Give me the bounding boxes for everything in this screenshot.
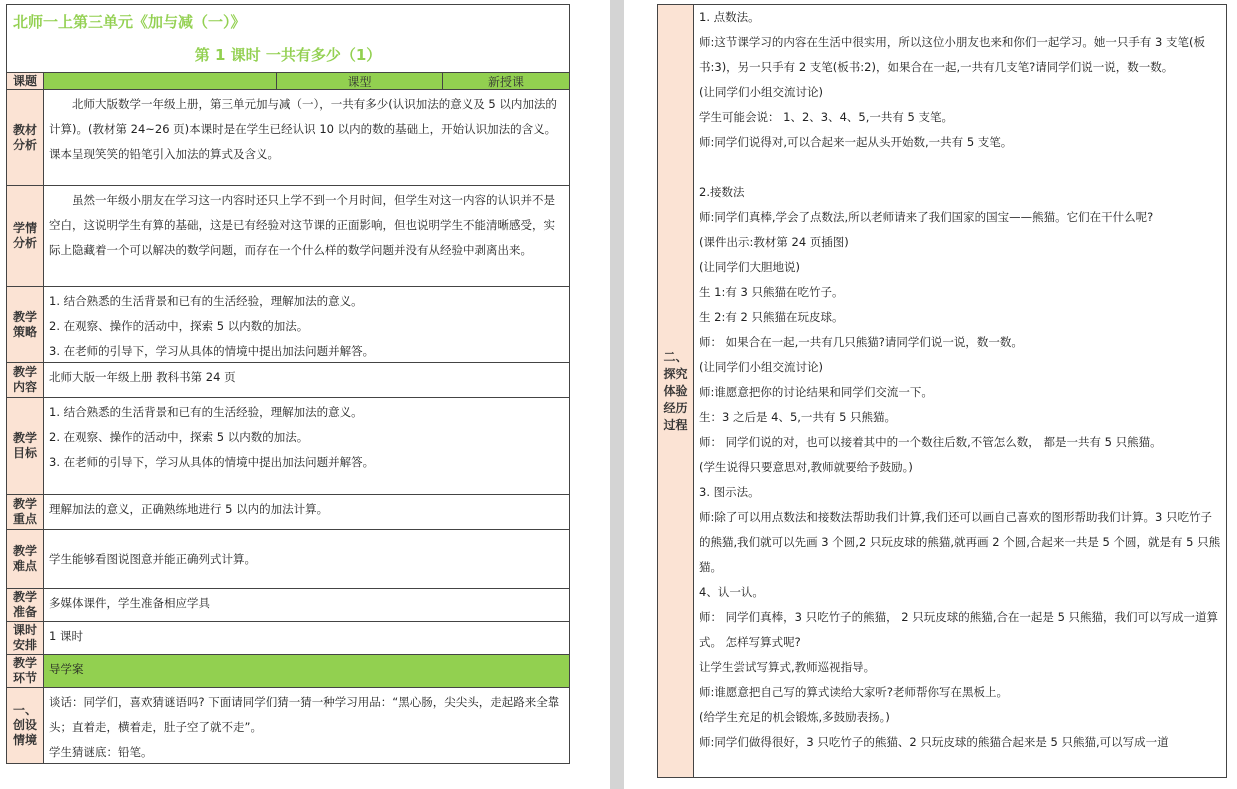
- row-label: 教学策略: [7, 287, 44, 362]
- content-line: 生 1:有 3 只熊猫在吃竹子。: [699, 285, 844, 299]
- row-content: 理解加法的意义，正确熟练地进行 5 以内的加法计算。: [49, 502, 329, 516]
- content-line: 2.接数法: [699, 185, 745, 199]
- content-line: (课件出示:教材第 24 页插图): [699, 235, 849, 249]
- content-line: 1. 点数法。: [699, 10, 760, 24]
- row-material-analysis: [7, 90, 569, 186]
- lesson-title: 第 1 课时 一共有多少（1）: [194, 46, 382, 64]
- row-label: 教学难点: [7, 530, 44, 588]
- row-key-points: [7, 495, 569, 530]
- row-preparation: [7, 589, 569, 622]
- title-block: [7, 5, 569, 73]
- content-line: 师： 如果合在一起,一共有几只熊猫?请同学们说一说，数一数。: [699, 335, 1023, 349]
- content-line: 生 2:有 2 只熊猫在玩皮球。: [699, 310, 844, 324]
- row-label: 教学重点: [7, 495, 44, 529]
- content-line: 师:同学们做得很好，3 只吃竹子的熊猫、2 只玩皮球的熊猫合起来是 5 只熊猫,可以写成一道: [699, 735, 1169, 749]
- content-line: (让同学们小组交流讨论): [699, 360, 823, 374]
- row-content: 1 课时: [49, 629, 83, 643]
- document-page-right: [651, 0, 1237, 789]
- content-line: 1. 结合熟悉的生活背景和已有的生活经验，理解加法的意义。: [49, 294, 363, 308]
- row-label: 教材分析: [7, 90, 44, 185]
- lesson-process-table: [657, 4, 1227, 778]
- row-teaching-strategy: [7, 287, 569, 363]
- content-line: 3. 在老师的引导下，学习从具体的情境中提出加法问题并解答。: [49, 455, 375, 469]
- content-line: 师:这节课学习的内容在生活中很实用，所以这位小朋友也来和你们一起学习。她一只手有 3 支笔(板书:3)，另一只手有 2 支笔(板书:2)，如果合在一起,一共有几支笔?请同学们说一说，数一数。: [699, 35, 1205, 74]
- content-line: 3. 在老师的引导下，学习从具体的情境中提出加法问题并解答。: [49, 344, 375, 358]
- content-line: 师:谁愿意把自己写的算式读给大家听?老师帮你写在黑板上。: [699, 685, 1008, 699]
- content-line: 2. 在观察、操作的活动中，探索 5 以内数的加法。: [49, 319, 309, 333]
- section-content: [694, 5, 1226, 777]
- row-content: 虽然一年级小朋友在学习这一内容时还只上学不到一个月时间，但学生对这一内容的认识并不是空白，这说明学生有算的基础，这是已有经验对这节课的正面影响，但也说明学生不能清晰感受，实际上隐藏着一个可以解决的数学问题，而存在一个什么样的数学问题并没有从经验中剥离出来。: [49, 193, 555, 257]
- content-line: (让同学们小组交流讨论): [699, 85, 823, 99]
- content-line: 师:同学们真棒,学会了点数法,所以老师请来了我们国家的国宝——熊猫。它们在干什么呢?: [699, 210, 1154, 224]
- lesson-plan-table: [6, 4, 570, 764]
- content-line: (学生说得只要意思对,教师就要给予鼓励。): [699, 460, 913, 474]
- content-line: 师:除了可以用点数法和接数法帮助我们计算,我们还可以画自己喜欢的图形帮助我们计算。3 只吃竹子的熊猫,我们就可以先画 3 个圆,2 只玩皮球的熊猫,就再画 2 个圆,合起来一共是 5 个圆，就是有 5 只熊猫。: [699, 510, 1221, 574]
- topic-cell: [44, 73, 276, 89]
- row-content: [44, 688, 569, 763]
- content-line: 师： 同学们说的对，也可以接着其中的一个数往后数,不管怎么数， 都是一共有 5 只熊猫。: [699, 435, 1162, 449]
- row-teaching-goals: [7, 398, 569, 495]
- content-line: 让学生尝试写算式,教师巡视指导。: [699, 660, 876, 674]
- row-content: 学生能够看图说图意并能正确列式计算。: [49, 551, 256, 566]
- row-teaching-steps: [7, 655, 569, 688]
- row-content: 北师大版数学一年级上册，第三单元加与减（一），一共有多少(认识加法的意义及 5 以内加法的计算)。(教材第 24~26 页)本课时是在学生已经认识 10 以内的数的基础上，开始认识加法的含义。课本呈现笑笑的铅笔引入加法的算式及含义。: [49, 97, 557, 161]
- lesson-type-value: 新授课: [442, 73, 569, 89]
- row-content: 导学案: [44, 655, 569, 687]
- unit-title: 北师一上第三单元《加与减（一）》: [13, 13, 246, 31]
- section-label: 二、探究体验经历过程: [658, 5, 694, 777]
- header-row: [7, 73, 569, 90]
- row-label: 教学目标: [7, 398, 44, 494]
- lesson-type-label: 课型: [276, 73, 442, 89]
- blank-line: [699, 155, 1221, 180]
- row-label: 教学准备: [7, 589, 44, 621]
- row-label: 一、创设情境: [7, 688, 44, 763]
- content-line: 谈话：同学们，喜欢猜谜语吗? 下面请同学们猜一猜一种学习用品：“黑心肠，尖尖头，走起路来全靠头；直着走，横着走，肚子空了就不走”。: [49, 695, 560, 734]
- content-line: 学生猜谜底：铅笔。: [49, 745, 153, 759]
- content-line: 师:同学们说得对,可以合起来一起从头开始数,一共有 5 支笔。: [699, 135, 1013, 149]
- row-label: 教学内容: [7, 363, 44, 397]
- row-content: [44, 287, 569, 362]
- row-schedule: [7, 622, 569, 655]
- document-page-left: [0, 0, 574, 789]
- row-content: 多媒体课件，学生准备相应学具: [49, 596, 210, 610]
- content-line: 学生可能会说： 1、2、3、4、5,一共有 5 支笔。: [699, 110, 954, 124]
- content-line: 1. 结合熟悉的生活背景和已有的生活经验，理解加法的意义。: [49, 405, 363, 419]
- content-line: 生：3 之后是 4、5,一共有 5 只熊猫。: [699, 410, 897, 424]
- content-line: 3. 图示法。: [699, 485, 760, 499]
- row-create-situation: [7, 688, 569, 763]
- content-line: 2. 在观察、操作的活动中，探索 5 以内数的加法。: [49, 430, 309, 444]
- row-teaching-content: [7, 363, 569, 398]
- content-line: 4、认一认。: [699, 585, 764, 599]
- row-difficulties: [7, 530, 569, 589]
- content-line: 师： 同学们真棒，3 只吃竹子的熊猫， 2 只玩皮球的熊猫,合在一起是 5 只熊猫，我们可以写成一道算式。 怎样写算式呢?: [699, 610, 1219, 649]
- row-label: 学情分析: [7, 186, 44, 286]
- content-line: 师:谁愿意把你的讨论结果和同学们交流一下。: [699, 385, 933, 399]
- row-student-analysis: [7, 186, 569, 287]
- header-label: 课题: [7, 73, 44, 89]
- row-content: [44, 398, 569, 494]
- page-gutter: [610, 0, 624, 789]
- content-line: (让同学们大胆地说): [699, 260, 800, 274]
- row-label: 教学环节: [7, 655, 44, 687]
- row-content: 北师大版一年级上册 教科书第 24 页: [49, 370, 236, 384]
- content-line: (给学生充足的机会锻炼,多鼓励表扬。): [699, 710, 890, 724]
- row-label: 课时安排: [7, 622, 44, 654]
